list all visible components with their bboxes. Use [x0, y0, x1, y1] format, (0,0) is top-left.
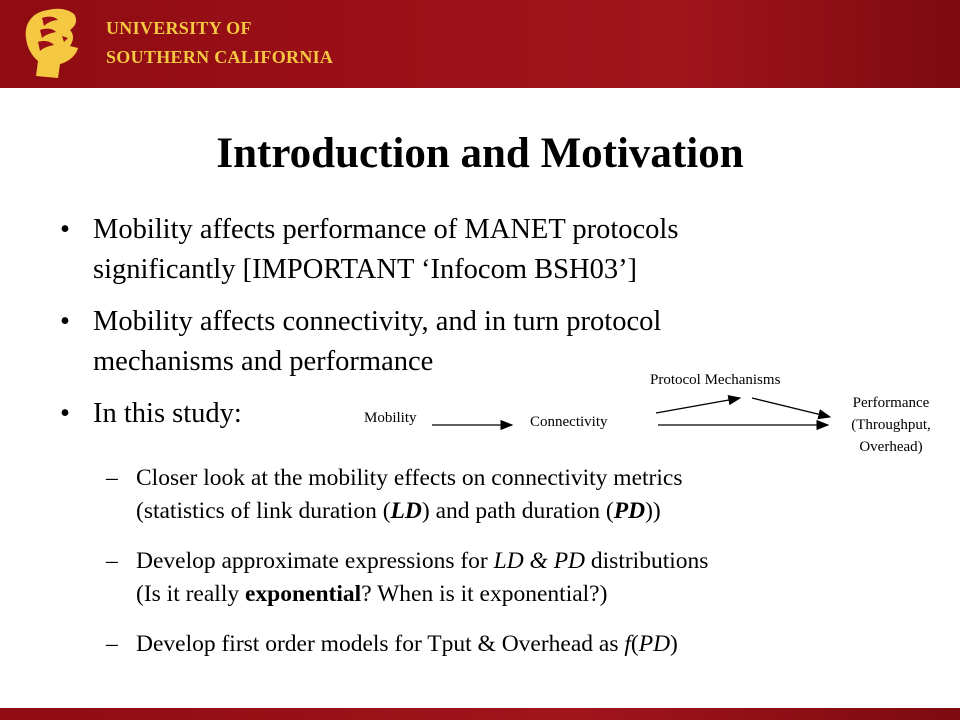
bullet-text-line: Mobility affects connectivity, and in turn protocol [93, 306, 662, 337]
diagram-protocol-mechanisms-label: Protocol Mechanisms [650, 372, 781, 388]
university-line-1: UNIVERSITY OF [106, 18, 252, 38]
exponential-term: exponential [244, 581, 362, 607]
arrow-connectivity-to-protocol [656, 398, 740, 413]
footer-bar [0, 708, 960, 720]
bullet-text-line: mechanisms and performance [93, 346, 434, 377]
diagram-performance-label: Performance (Throughput, Overhead) [851, 395, 931, 455]
university-line-2: SOUTHERN CALIFORNIA [106, 47, 334, 67]
pd-term: PD [613, 498, 646, 524]
bullet-dot: • [60, 306, 70, 337]
sub-bullet-line: Closer look at the mobility effects on connectivity metrics [136, 465, 683, 491]
ld-term: LD [390, 498, 422, 524]
sub-bullet-line: Develop approximate expressions for LD & PD distributions [136, 548, 709, 574]
diagram-connectivity-label: Connectivity [530, 414, 608, 430]
sub-bullet-dash: – [106, 465, 118, 491]
bullet-dot: • [60, 398, 70, 429]
sub-bullet-line: (Is it really exponential? When is it exponential?) [136, 581, 608, 607]
sub-bullet-dash: – [106, 548, 118, 574]
diagram-mobility-label: Mobility [364, 410, 417, 426]
sub-bullet-line: Develop first order models for Tput & Overhead as f(PD) [136, 631, 678, 657]
bullet-dot: • [60, 214, 70, 245]
sub-bullet-dash: – [106, 631, 118, 657]
bullet-text-line: Mobility affects performance of MANET protocols [93, 214, 679, 245]
arrow-protocol-to-performance [752, 398, 830, 417]
slide-title: Introduction and Motivation [216, 130, 744, 177]
sub-bullet-line: (statistics of link duration (LD) and path duration (PD)) [136, 498, 661, 524]
bullet-text-line: In this study: [93, 398, 242, 429]
bullet-text-line: significantly [IMPORTANT ‘Infocom BSH03’] [93, 254, 638, 285]
ld-pd-term: LD & PD [493, 548, 586, 574]
